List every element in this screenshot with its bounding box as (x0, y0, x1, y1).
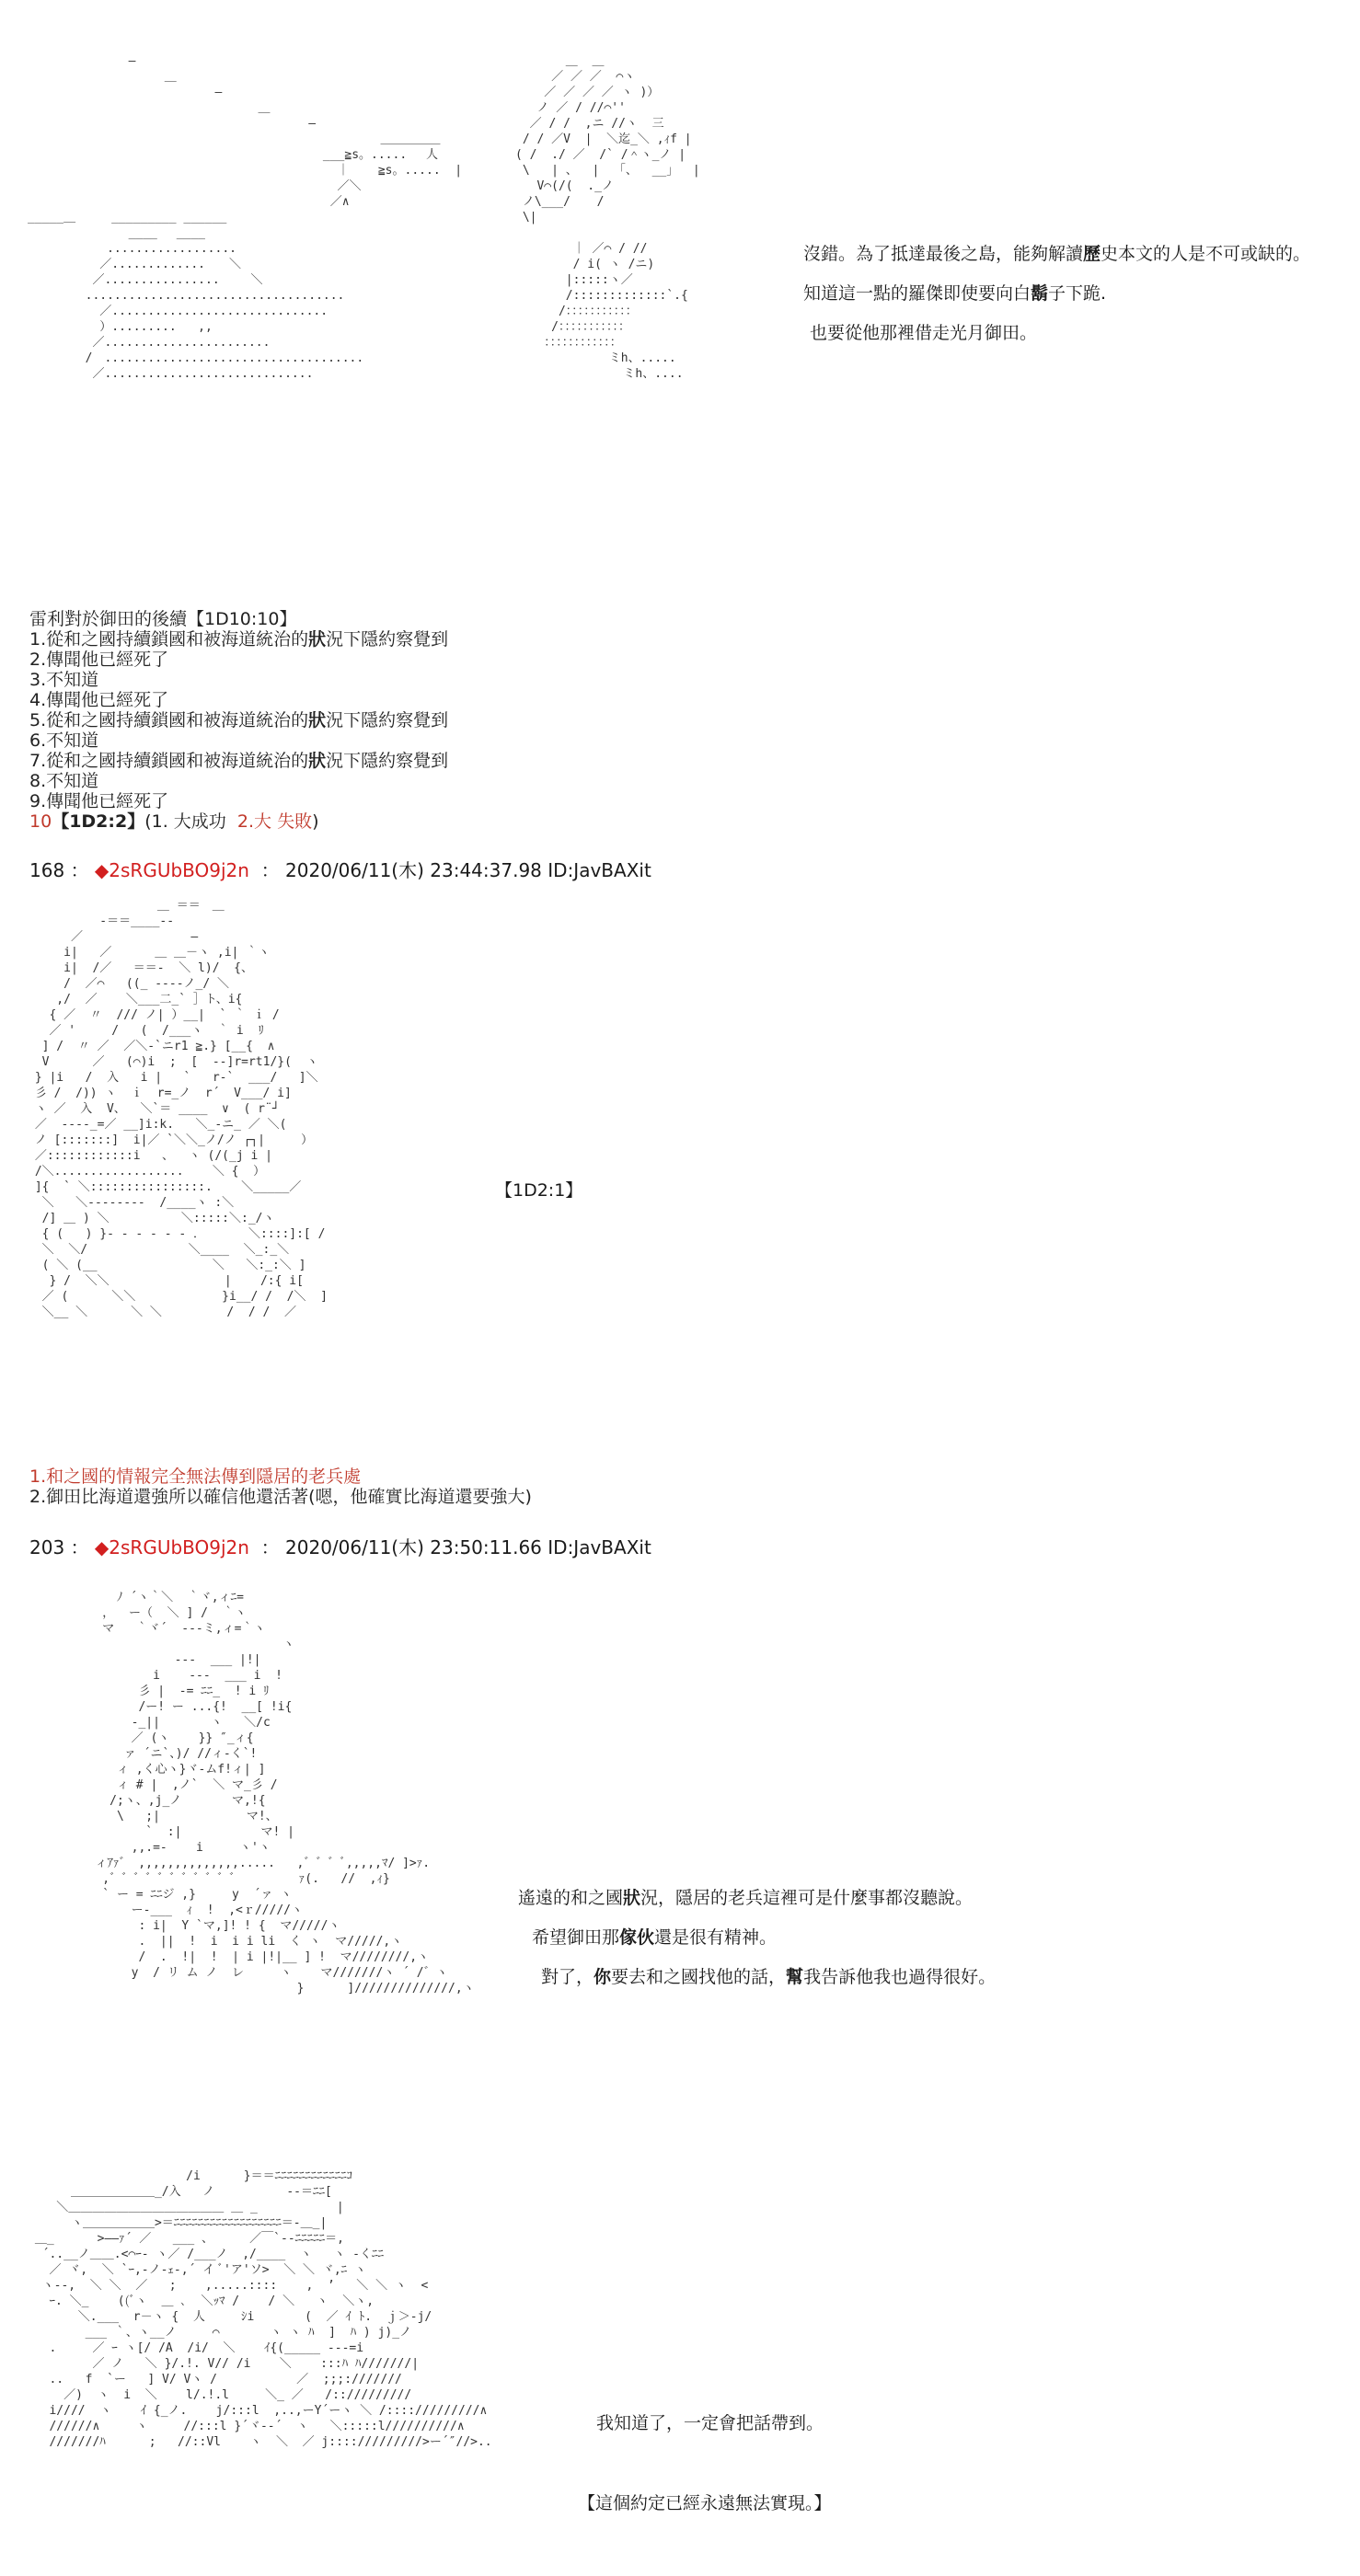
item-bold: 狀 (308, 751, 327, 771)
post-tripcode: ◆2sRGUbBO9j2n (94, 1536, 249, 1558)
speech-bold: 鬍 (1031, 283, 1049, 304)
speech-text: 我知道了，一定會把話帶到。 (596, 2413, 824, 2433)
post-id: ID:JavBAXit (547, 859, 651, 881)
post-date: 2020/06/11(木) 23:44:37.98 (285, 859, 542, 881)
item-bold: 狀 (308, 629, 327, 650)
ascii-art-oden-kneeling: /i }＝＝ﾆﾆﾆﾆﾆﾆﾆﾆﾆﾆﾆﾆｺ ＿＿＿＿＿＿＿_/入 ノ ‐‐＝ﾆﾆ[ ＼＿＿＿＿＿＿＿＿＿＿＿＿＿ ＿ _ | ヽ＿＿＿＿＿＿>＝ﾆﾆﾆﾆﾆﾆﾆﾆﾆﾆﾆﾆﾆﾆﾆﾆﾆﾆ＝-＿_| ＿_ >――ｧ´ ／ ___ 、 ／￣`‐‐ﾆﾆﾆﾆﾆ＝, ´..__ノ＿＿.<⌒ｰ- ヽ／ /___ノ ,/____ ヽ ヽ -くﾆﾆ ／ ヾ, ＼ `ｰ,-ノ-ｪ-,´ イ ﾞ'ア'ソ> ＼ ＼ ヾ,ﾆ ヽ ヽ--, ＼ ＼ ／ ; ,.....:::: , ’ ＼ ＼ ヽ < ｰ. ＼_ ((ﾞヽ ＿ ､ ＼ｯﾏ / / ＼ ヽ ＼ヽ, ＼.___ r－ヽ { 人 ｼi ( ／ ｲ ﾄ. ｊ＞‐j/ ___ ｀、ヽ__ノ ⌒ ヽ ヽ ﾊ ] ﾊ ) j)_ノ . ／ ｰ ヽ[/ /A /i/ ＼ ｲ{(_____ ‐‐‐=i ／ ノ ＼ }/.!. V// /i ＼ :::ﾊ ﾊ///////| .. f `ー ] V/ Vヽ / ／ ;;;://///// ／) ヽ i ＼ l/.!.l ＼_ ／ /::///////// i//// ヽ ｲ {_ノ. j/:::l ,..,ーY´ーヽ ＼ /:::://///////∧ //////∧ ヽ //:::l }´ヾ--´ ヽ ＼:::::l//////////∧ ///////ﾊ ; //::Vl ヽ ＼ ／ j:::://///////>ー´″//>.. (34, 2169, 492, 2449)
ascii-art-rayleigh-standing: ﾉ ´ヽ｀＼ ｀ヾ,ィﾆ= ， ー（ ＼ ] / ｀ヽ マ ｀ヾ´ ---ミ,ィ=｀ヽ ヽ --- ___ |!| i --- ___ i ! 彡 | ‐= ﾆﾆ_ ! i ﾘ /ー! ー ...{! __[ !i{ ‐_|| ヽ ＼/c ／ (ヽ }} ″_ィ{ ァ ´ニ`、)/ //ィ‐く`! ィ ,く心ヽ}ヾ‐ムf!ィ| ] ィ # | ,ノ` ＼ マ_彡 / /;ヽ、,j_ノ マ,!{ \ ;| マ!、 ` :| マ! | ,,.=‐ i ヽ'ヽ ィｱｧ゛ ,,,,,,,,,,,,,,..... ,゛゛゛ﾞ,,,,,ﾏ/ ]>ｧ. ,゛゛゛゛゛゛゛゛゛゛゛ ｧ(. // ,ｨ} ` ー = ﾆﾆジ ,} y ´ァ ヽ ー‐___ ｨ ! ,<ｒ/////ヽ : i| Y `マ,]! ! { マ/////ヽ . || ! i i i li く ヽ マ/////,ヽ / . !| ! | i |!|__ ] ! マ////////,ヽ y / リ ム ノ レ ヽ マ///////ヽ ´ /゛ヽ } ]//////////////,ヽ (95, 1591, 475, 1995)
item-text: 況下隱約察覺到 (326, 710, 449, 730)
rayleigh-speech-line-1 (803, 244, 1310, 265)
item-num: 3. (29, 670, 47, 690)
roll-item-10 (29, 811, 448, 832)
subroll-label: 【1D2:2】 (52, 811, 145, 832)
item-text: 從和之國持續鎖國和被海道統治的 (46, 710, 309, 730)
roll-label-1d2 (495, 1180, 582, 1202)
oden-speech (596, 2413, 824, 2434)
item-text: 從和之國持續鎖國和被海道統治的 (46, 629, 309, 650)
item-num: 2. (29, 650, 47, 670)
item-num: 9. (29, 791, 47, 811)
post-separator: ： (70, 1536, 89, 1558)
speech-bold: 狀 (623, 1888, 641, 1908)
roll-list-1d10 (29, 609, 448, 832)
subroll-close: ) (312, 811, 319, 832)
speech-text: 希望御田那 (532, 1927, 620, 1948)
roll-item (29, 791, 448, 811)
post-separator: ： (260, 859, 280, 881)
ascii-art-rayleigh-portrait: ＿ ＝＝ ＿ -＝＝____-- ／ ― i| ／ ＿ ＿－ヽ ,i| ｀ヽ i| /／ ＝＝- ＼ l)/ {、 / ／⌒ ((_ ----ノ_/ ＼ ,/ ／ ＼___二_` ］ト、i{ { ／ 〃 /// ノ| ）__| ` ｀ ｉ / ／ ' / ( /___ヽ ｀ i ﾘ ] / 〃 ／ ／＼-`ニr1 ≧.} [__{ ∧ V ／ (⌒)i ; [ --]r=rt1/}( ヽ } |i / 入 i | ` r-` ___/ ]＼ 彡 / /)) ヽ ｉ r=_ノ r´ V___/ i] ヽ ／ 入 V、 ＼`＝ ____ ∨ ( r¨┘ ／ ----_=／ __]i:k. ＼_-ニ_ ／ ＼( ノ [:::::::] i|／ `＼＼_ノ/ノ ┌┐| ） ／::::::::::::i 、 ヽ (/(_j i | /＼.................. ＼ { ） ]{ ` ＼::::::::::::::::. ＼_____／ ＼ ＼-------- /____ヽ :＼ /] ＿ ) ＼ ＼:::::＼:_/ヽ { ( ) }- - - - - - ． ＼::::]:[ / ＼ ＼/ ＼____ ＼_:_＼ ( ＼ (__ ＼ ＼:_:＼ ] } / ＼＼ | /:{ i[ ／ ( ＼＼ }i__/ / /＼ ] ＼__ ＼ ＼ ＼ / / / ／ (34, 899, 328, 1319)
speech-text: 知道這一點的羅傑即使要向白 (803, 283, 1032, 304)
item-text: 況下隱約察覺到 (326, 751, 449, 771)
item-text: 傳聞他已經死了 (46, 650, 169, 670)
rayleigh-speech-line-3 (810, 323, 1037, 344)
roll-item (29, 710, 448, 730)
post-tripcode: ◆2sRGUbBO9j2n (94, 859, 249, 881)
speech-text: 況，隱居的老兵這裡可是什麼事都沒聽說。 (640, 1888, 974, 1908)
post-separator: ： (70, 859, 89, 881)
speech-bold: 歷 (1083, 244, 1101, 264)
roll-item (29, 771, 448, 791)
item-text: 從和之國持續鎖國和被海道統治的 (46, 751, 309, 771)
narration-text: 【這個約定已經永遠無法實現。】 (578, 2493, 832, 2513)
item-text: 傳聞他已經死了 (46, 690, 169, 710)
rayleigh-speech-line-2 (803, 283, 1106, 305)
rayleigh-speech-3-line-1 (518, 1888, 973, 1909)
item-text: 不知道 (46, 730, 99, 751)
post-separator: ： (260, 1536, 280, 1558)
post-id: ID:JavBAXit (547, 1536, 651, 1558)
speech-text: 要去和之國找他的話， (611, 1967, 787, 1987)
speech-text: 也要從他那裡借走光月御田。 (810, 323, 1038, 343)
roll-item (29, 629, 448, 650)
roll-item (29, 730, 448, 751)
post-date: 2020/06/11(木) 23:50:11.66 (285, 1536, 542, 1558)
item-num: 6. (29, 730, 47, 751)
item-bold: 狀 (308, 710, 327, 730)
speech-text: 對了， (541, 1967, 594, 1987)
item-text: 況下隱約察覺到 (326, 629, 449, 650)
speech-text: 我告訴他我也過得很好。 (803, 1967, 997, 1987)
speech-bold: 你 (594, 1967, 612, 1987)
ascii-art-rayleigh-seated: — ＿ — ＿ — ＿＿＿＿＿ ___≧s。..... 人 ｜ ≧s。..... | ／＼ ／∧ _____＿ _________ ______ ____ ____ .................. ／............. ＼ ／................ ＼ .................................... ／.............................. ）......... ,, ／....................... / .................................... ／............................. (28, 54, 463, 381)
roll-item (29, 690, 448, 710)
item-text: 不知道 (46, 771, 99, 791)
item-num-selected: 10 (29, 811, 52, 832)
post-number: 168 (29, 859, 65, 881)
roll-result-2: 2.御田比海道還強所以確信他還活著(嗯，他確實比海道還要強大) (29, 1487, 532, 1507)
item-text: 傳聞他已經死了 (46, 791, 169, 811)
speech-text: 遙遠的和之國 (518, 1888, 624, 1908)
rayleigh-speech-3-line-2 (532, 1927, 777, 1949)
rayleigh-speech-3-line-3 (541, 1967, 996, 1988)
roll-item (29, 751, 448, 771)
speech-text: 史本文的人是不可或缺的。 (1101, 244, 1311, 264)
roll-item (29, 650, 448, 670)
item-num: 5. (29, 710, 47, 730)
item-text: 不知道 (46, 670, 99, 690)
narration-note (578, 2493, 832, 2514)
subroll-option-2: 2.大 失敗 (236, 811, 313, 832)
speech-bold: 傢伙 (619, 1927, 655, 1948)
speech-text: 子下跪. (1048, 283, 1107, 304)
item-num: 4. (29, 690, 47, 710)
roll-title: 雷利對於御田的後續【1D10:10】 (29, 609, 297, 629)
roll-label-text: 【1D2:1】 (495, 1180, 583, 1201)
post-header-168 (29, 856, 651, 882)
roll-result-1: 1.和之國的情報完全無法傳到隱居的老兵處 (29, 1466, 362, 1487)
roll-result-list (29, 1466, 532, 1507)
speech-text: 沒錯。為了抵達最後之島，能夠解讀 (803, 244, 1084, 264)
subroll-option-1: (1. 大成功 (144, 811, 226, 832)
item-num: 1. (29, 629, 47, 650)
post-number: 203 (29, 1536, 65, 1558)
speech-text: 還是很有精神。 (654, 1927, 778, 1948)
roll-item (29, 670, 448, 690)
item-num: 7. (29, 751, 47, 771)
speech-bold: 幫 (786, 1967, 804, 1987)
ascii-art-rayleigh-head: ＿ ＿ ／ ／ ／ ⌒ヽ ／ ／ ／ ／ ヽ )） ノ ／ / //⌒'' ／ / / ,ニ //ヽ 三 / / ／V | ＼迄_＼ ,ｨf | ( / ./ ／ /` /＾ヽ_ノ | \ | 、 | 「、 __」 | V⌒(/( ._ノ ノ\___/ / \| ｜ ／⌒ / // / i( ヽ /ニ) |:::::ヽ／ /:::::::::::::`.{ /：：：：：：：：：：： /：：：：：：：：：：： ：：：：：：：：：：：： ミh、..... ミh、.... (515, 54, 700, 381)
post-header-203 (29, 1533, 651, 1559)
item-num: 8. (29, 771, 47, 791)
